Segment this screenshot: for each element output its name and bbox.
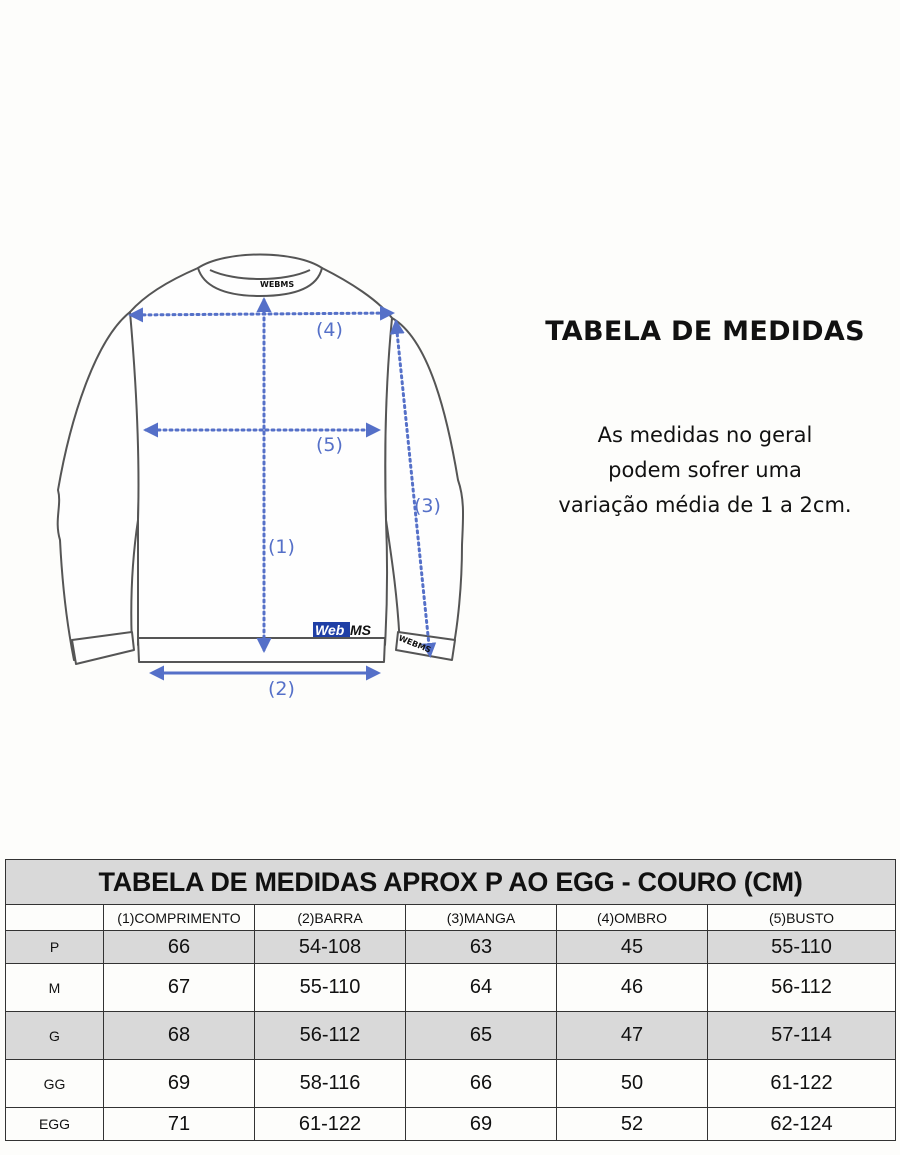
table-cell: 54-108: [255, 931, 406, 964]
table-cell: 65: [406, 1012, 557, 1060]
table-title: TABELA DE MEDIDAS APROX P AO EGG - COURO (CM): [6, 860, 896, 905]
cuff-brand-label: WEBMS: [397, 633, 433, 655]
info-note-line: variação média de 1 a 2cm.: [558, 493, 852, 517]
table-cell: 69: [104, 1060, 255, 1108]
table-cell: 71: [104, 1108, 255, 1141]
table-cell: 47: [557, 1012, 708, 1060]
column-header-ombro: (4)OMBRO: [557, 905, 708, 931]
table-header-row: [6, 905, 896, 931]
table-cell: 64: [406, 964, 557, 1012]
table-cell: 56-112: [708, 964, 896, 1012]
table-cell: 68: [104, 1012, 255, 1060]
table-row: [6, 931, 896, 964]
size-cell: M: [6, 964, 104, 1012]
column-header-manga: (3)MANGA: [406, 905, 557, 931]
table-cell: 56-112: [255, 1012, 406, 1060]
table-cell: 52: [557, 1108, 708, 1141]
table-cell: 66: [406, 1060, 557, 1108]
table-cell: 46: [557, 964, 708, 1012]
table-cell: 62-124: [708, 1108, 896, 1141]
table-cell: 45: [557, 931, 708, 964]
info-note: [520, 418, 890, 523]
table-cell: 57-114: [708, 1012, 896, 1060]
table-cell: 61-122: [255, 1108, 406, 1141]
table-cell: 58-116: [255, 1060, 406, 1108]
dimension-label-1: (1): [268, 536, 295, 558]
size-cell: G: [6, 1012, 104, 1060]
table-cell: 63: [406, 931, 557, 964]
size-cell: P: [6, 931, 104, 964]
table-row: [6, 1108, 896, 1141]
table-cell: 50: [557, 1060, 708, 1108]
dimension-label-5: (5): [316, 434, 343, 456]
info-note-line: podem sofrer uma: [608, 458, 802, 482]
svg-text:MS: MS: [350, 622, 371, 638]
sweater-outline: [58, 255, 463, 665]
column-header-comprimento: (1)COMPRIMENTO: [104, 905, 255, 931]
info-note-line: As medidas no geral: [597, 423, 813, 447]
webms-logo: [313, 622, 372, 638]
column-header-size: [6, 905, 104, 931]
neck-brand-label: WEBMS: [260, 280, 295, 289]
info-title: TABELA DE MEDIDAS: [545, 316, 865, 347]
size-cell: EGG: [6, 1108, 104, 1141]
table-row: [6, 1060, 896, 1108]
table-cell: 67: [104, 964, 255, 1012]
size-table: [5, 859, 896, 1141]
table-cell: 55-110: [255, 964, 406, 1012]
dimension-label-3: (3): [414, 495, 441, 517]
column-header-barra: (2)BARRA: [255, 905, 406, 931]
size-cell: GG: [6, 1060, 104, 1108]
table-cell: 55-110: [708, 931, 896, 964]
column-header-busto: (5)BUSTO: [708, 905, 896, 931]
table-row: [6, 964, 896, 1012]
table-cell: 66: [104, 931, 255, 964]
table-cell: 69: [406, 1108, 557, 1141]
dimension-label-2: (2): [268, 678, 295, 700]
table-row: [6, 1012, 896, 1060]
svg-text:Web: Web: [315, 622, 345, 638]
table-cell: 61-122: [708, 1060, 896, 1108]
dimension-label-4: (4): [316, 319, 343, 341]
